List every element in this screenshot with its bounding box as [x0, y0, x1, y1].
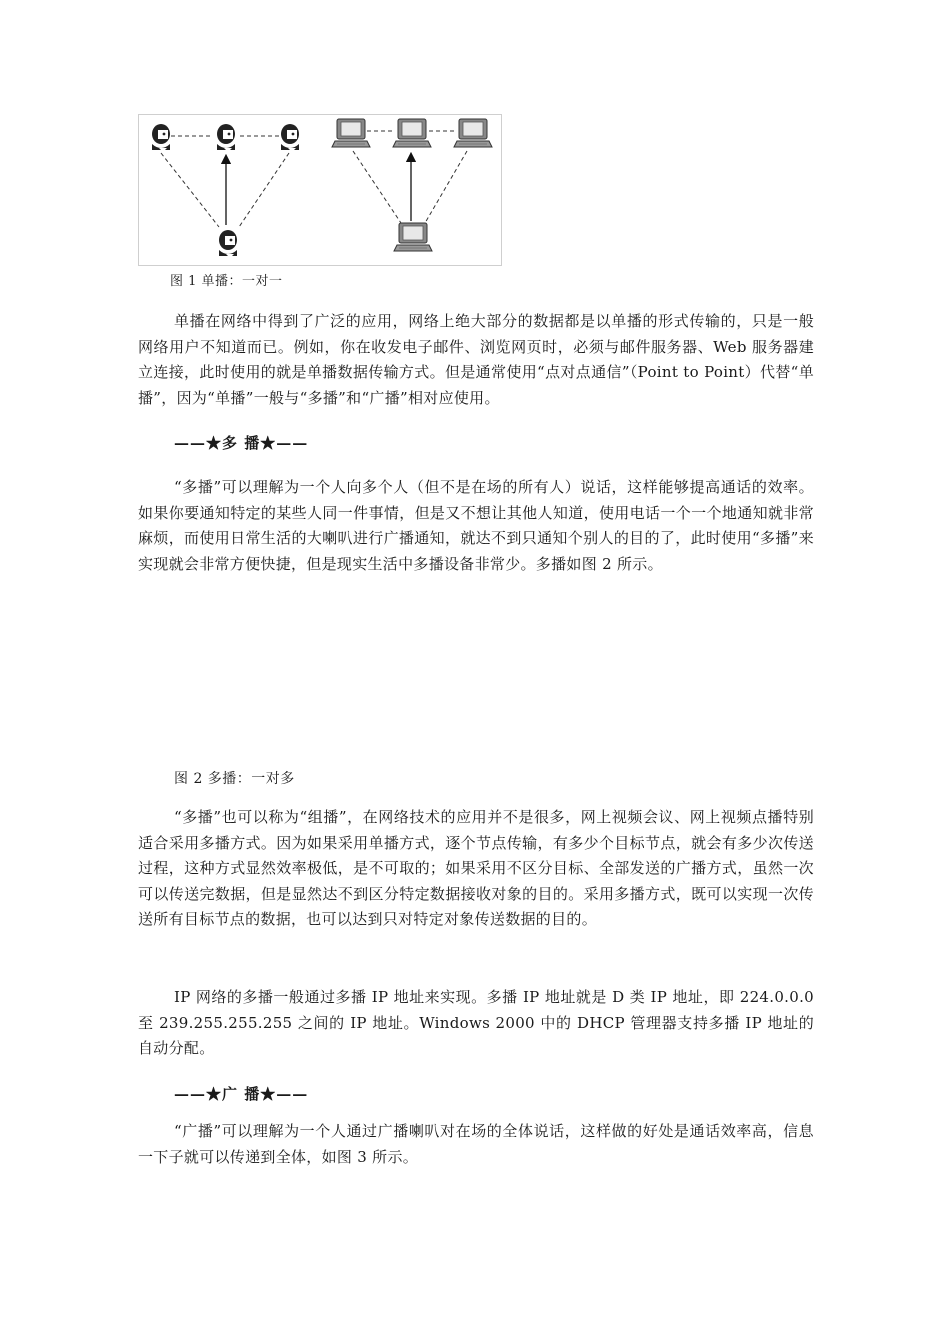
paragraph-multicast-detail: “多播”也可以称为“组播”，在网络技术的应用并不是很多，网上视频会议、网上视频点播特别适合采用多播方式。因为如果采用单播方式，逐个节点传输，有多少个目标节点，就会有多少次传送过程，这种方式显然效率极低，是不可取的；如果采用不区分目标、全部发送的广播方式，虽然一次可以传送完数据，但是显然达不到区分特定数据接收对象的目的。采用多播方式，既可以实现一次传送所有目标节点的数据，也可以达到只对特定对象传送数据的目的。 — [138, 808, 814, 928]
person-icon — [281, 124, 299, 152]
paragraph-broadcast: “广播”可以理解为一个人通过广播喇叭对在场的全体说话，这样做的好处是通话效率高，信息一下子就可以传递到全体，如图 3 所示。 — [138, 1122, 814, 1166]
computer-icon — [454, 119, 492, 147]
unicast-diagram-svg — [139, 115, 501, 265]
computer-icon — [332, 119, 370, 147]
person-icon — [152, 124, 170, 152]
figure-2-caption: 图 2 多播：一对多 — [174, 771, 295, 787]
person-group — [152, 124, 299, 258]
computer-group — [332, 119, 492, 251]
heading-broadcast: ——★广 播★—— — [174, 1085, 309, 1103]
computer-icon — [393, 119, 431, 147]
figure-1-caption: 图 1 单播：一对一 — [170, 274, 283, 289]
heading-multicast: ——★多 播★—— — [174, 434, 309, 452]
person-icon — [217, 124, 235, 152]
paragraph-unicast: 单播在网络中得到了广泛的应用，网络上绝大部分的数据都是以单播的形式传输的，只是一般网络用户不知道而已。例如，你在收发电子邮件、浏览网页时，必须与邮件服务器、Web 服务器建立连接，此时使用的就是单播数据传输方式。但是通常使用“点对点通信”（Point to Point）代替“单播”，因为“单播”一般与“多播”和“广播”相对应使用。 — [138, 312, 814, 407]
computer-icon — [394, 223, 432, 251]
figure-1-unicast-diagram — [138, 114, 502, 266]
figure-2-placeholder — [138, 615, 814, 755]
person-icon — [219, 230, 237, 258]
paragraph-multicast-ip: IP 网络的多播一般通过多播 IP 地址来实现。多播 IP 地址就是 D 类 IP 地址，即 224.0.0.0 至 239.255.255.255 之间的 IP 地址。Windows 2000 中的 DHCP 管理器支持多播 IP 地址的自动分配。 — [138, 988, 814, 1057]
paragraph-multicast-intro: “多播”可以理解为一个人向多个人（但不是在场的所有人）说话，这样能够提高通话的效率。如果你要通知特定的某些人同一件事情，但是又不想让其他人知道，使用电话一个一个地通知就非常麻烦，而使用日常生活的大喇叭进行广播通知，就达不到只通知个别人的目的了，此时使用“多播”来实现就会非常方便快捷，但是现实生活中多播设备非常少。多播如图 2 所示。 — [138, 478, 814, 573]
